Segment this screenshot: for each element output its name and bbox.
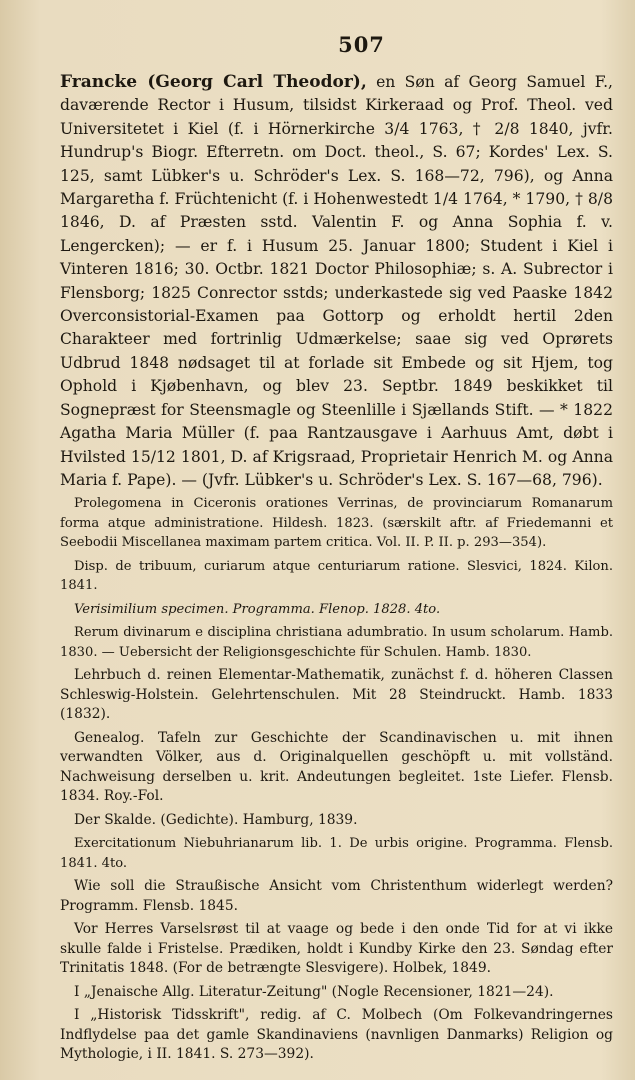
- work-item: Lehrbuch d. reinen Elementar-Mathematik, zunächst f. d. höheren Classen Schleswig-Holstein. Gelehrtenschulen. Mit 28 Steindruckt. Hamb. 1833 (1832).: [60, 667, 613, 723]
- biography-entry: [60, 71, 613, 492]
- work-item: Wie soll die Straußische Ansicht vom Christenthum widerlegt werden? Programm. Flensb. 1845.: [60, 878, 613, 914]
- work-item: I „Historisk Tidsskrift", redig. af C. Molbech (Om Folkevandringernes Indflydelse paa det gamle Skandinaviens (navnligen Danmarks) Religion og Mythologie, i II. 1841. S. 273—392).: [60, 1007, 613, 1063]
- entry-text: en Søn af Georg Samuel F., daværende Rector i Husum, tilsidst Kirkeraad og Prof. Theol. ved Universitetet i Kiel (f. i Hörnerkirche 3/4 1763, † 2/8 1840, jvfr. Hundrup's Biogr. Efterretn. om Doct. theol., S. 67; Kordes' Lex. S. 125, samt Lübker's u. Schröder's Lex. S. 168—72, 796), og Anna Margaretha f. Früchtenicht (f. i Hohenwestedt 1/4 1764, * 1790, † 8/8 1846, D. af Præsten sstd. Valentin F. og Anna Sophia f. v. Lengercken); — er f. i Husum 25. Januar 1800; Student i Kiel i Vinteren 1816; 30. Octbr. 1821 Doctor Philosophiæ; s. A. Subrector i Flensborg; 1825 Conrector sstds; underkastede sig ved Paaske 1842 Overconsistorial-Examen paa Gottorp og erholdt hertil 2den Charakteer med fortrinlig Udmærkelse; saae sig ved Oprørets Udbrud 1848 nødsaget til at forlade sit Embede og sit Hjem, tog Ophold i Kjøbenhavn, og blev 23. Septbr. 1849 beskikket til Sognepræst for Steensmagle og Steenlille i Sjællands Stift. — * 1822 Agatha Maria Müller (f. paa Rantzausgave i Aarhuus Amt, døbt i Hvilsted 15/12 1801, D. af Krigsraad, Proprietair Henrich M. og Anna Maria f. Pape). — (Jvfr. Lübker's u. Schröder's Lex. S. 167—68, 796).: [60, 73, 613, 489]
- entry-name: Francke (Georg Carl Theodor),: [60, 72, 367, 92]
- work-item: Prolegomena in Ciceronis orationes Verrinas, de provinciarum Romanarum forma atque administratione. Hildesh. 1823. (særskilt aftr. af Friedemanni et Seebodii Miscellanea maximam partem critica. Vol. II. P. II. p. 293—354).: [60, 496, 613, 551]
- work-item: Exercitationum Niebuhrianarum lib. 1. De urbis origine. Programma. Flensb. 1841. 4to.: [60, 836, 613, 871]
- work-item: Vor Herres Varselsrøst til at vaage og bede i den onde Tid for at vi ikke skulle falde i Fristelse. Prædiken, holdt i Kundby Kirke den 23. Søndag efter Trinitatis 1848. (For de betrængte Slesvigere). Holbek, 1849.: [60, 921, 613, 977]
- works-list: [60, 494, 613, 1065]
- work-item: Verisimilium specimen. Programma. Flenop. 1828. 4to.: [74, 601, 441, 617]
- work-item: Der Skalde. (Gedichte). Hamburg, 1839.: [74, 811, 358, 828]
- work-item: I „Jenaische Allg. Literatur-Zeitung" (Nogle Recensioner, 1821—24).: [74, 983, 554, 1000]
- work-item: Genealog. Tafeln zur Geschichte der Scandinavischen u. mit ihnen verwandten Völker, aus d. Originalquellen geschöpft u. mit vollständ. Nachweisung derselben u. krit. Andeutungen begleitet. 1ste Liefer. Flensb. 1834. Roy.-Fol.: [60, 729, 613, 805]
- work-item: Rerum divinarum e disciplina christiana adumbratio. In usum scholarum. Hamb. 1830. — Uebersicht der Religionsgeschichte für Schulen. Hamb. 1830.: [60, 625, 613, 660]
- page-number: 507: [338, 32, 385, 57]
- work-item: Disp. de tribuum, curiarum atque centuriarum ratione. Slesvici, 1824. Kilon. 1841.: [60, 558, 613, 594]
